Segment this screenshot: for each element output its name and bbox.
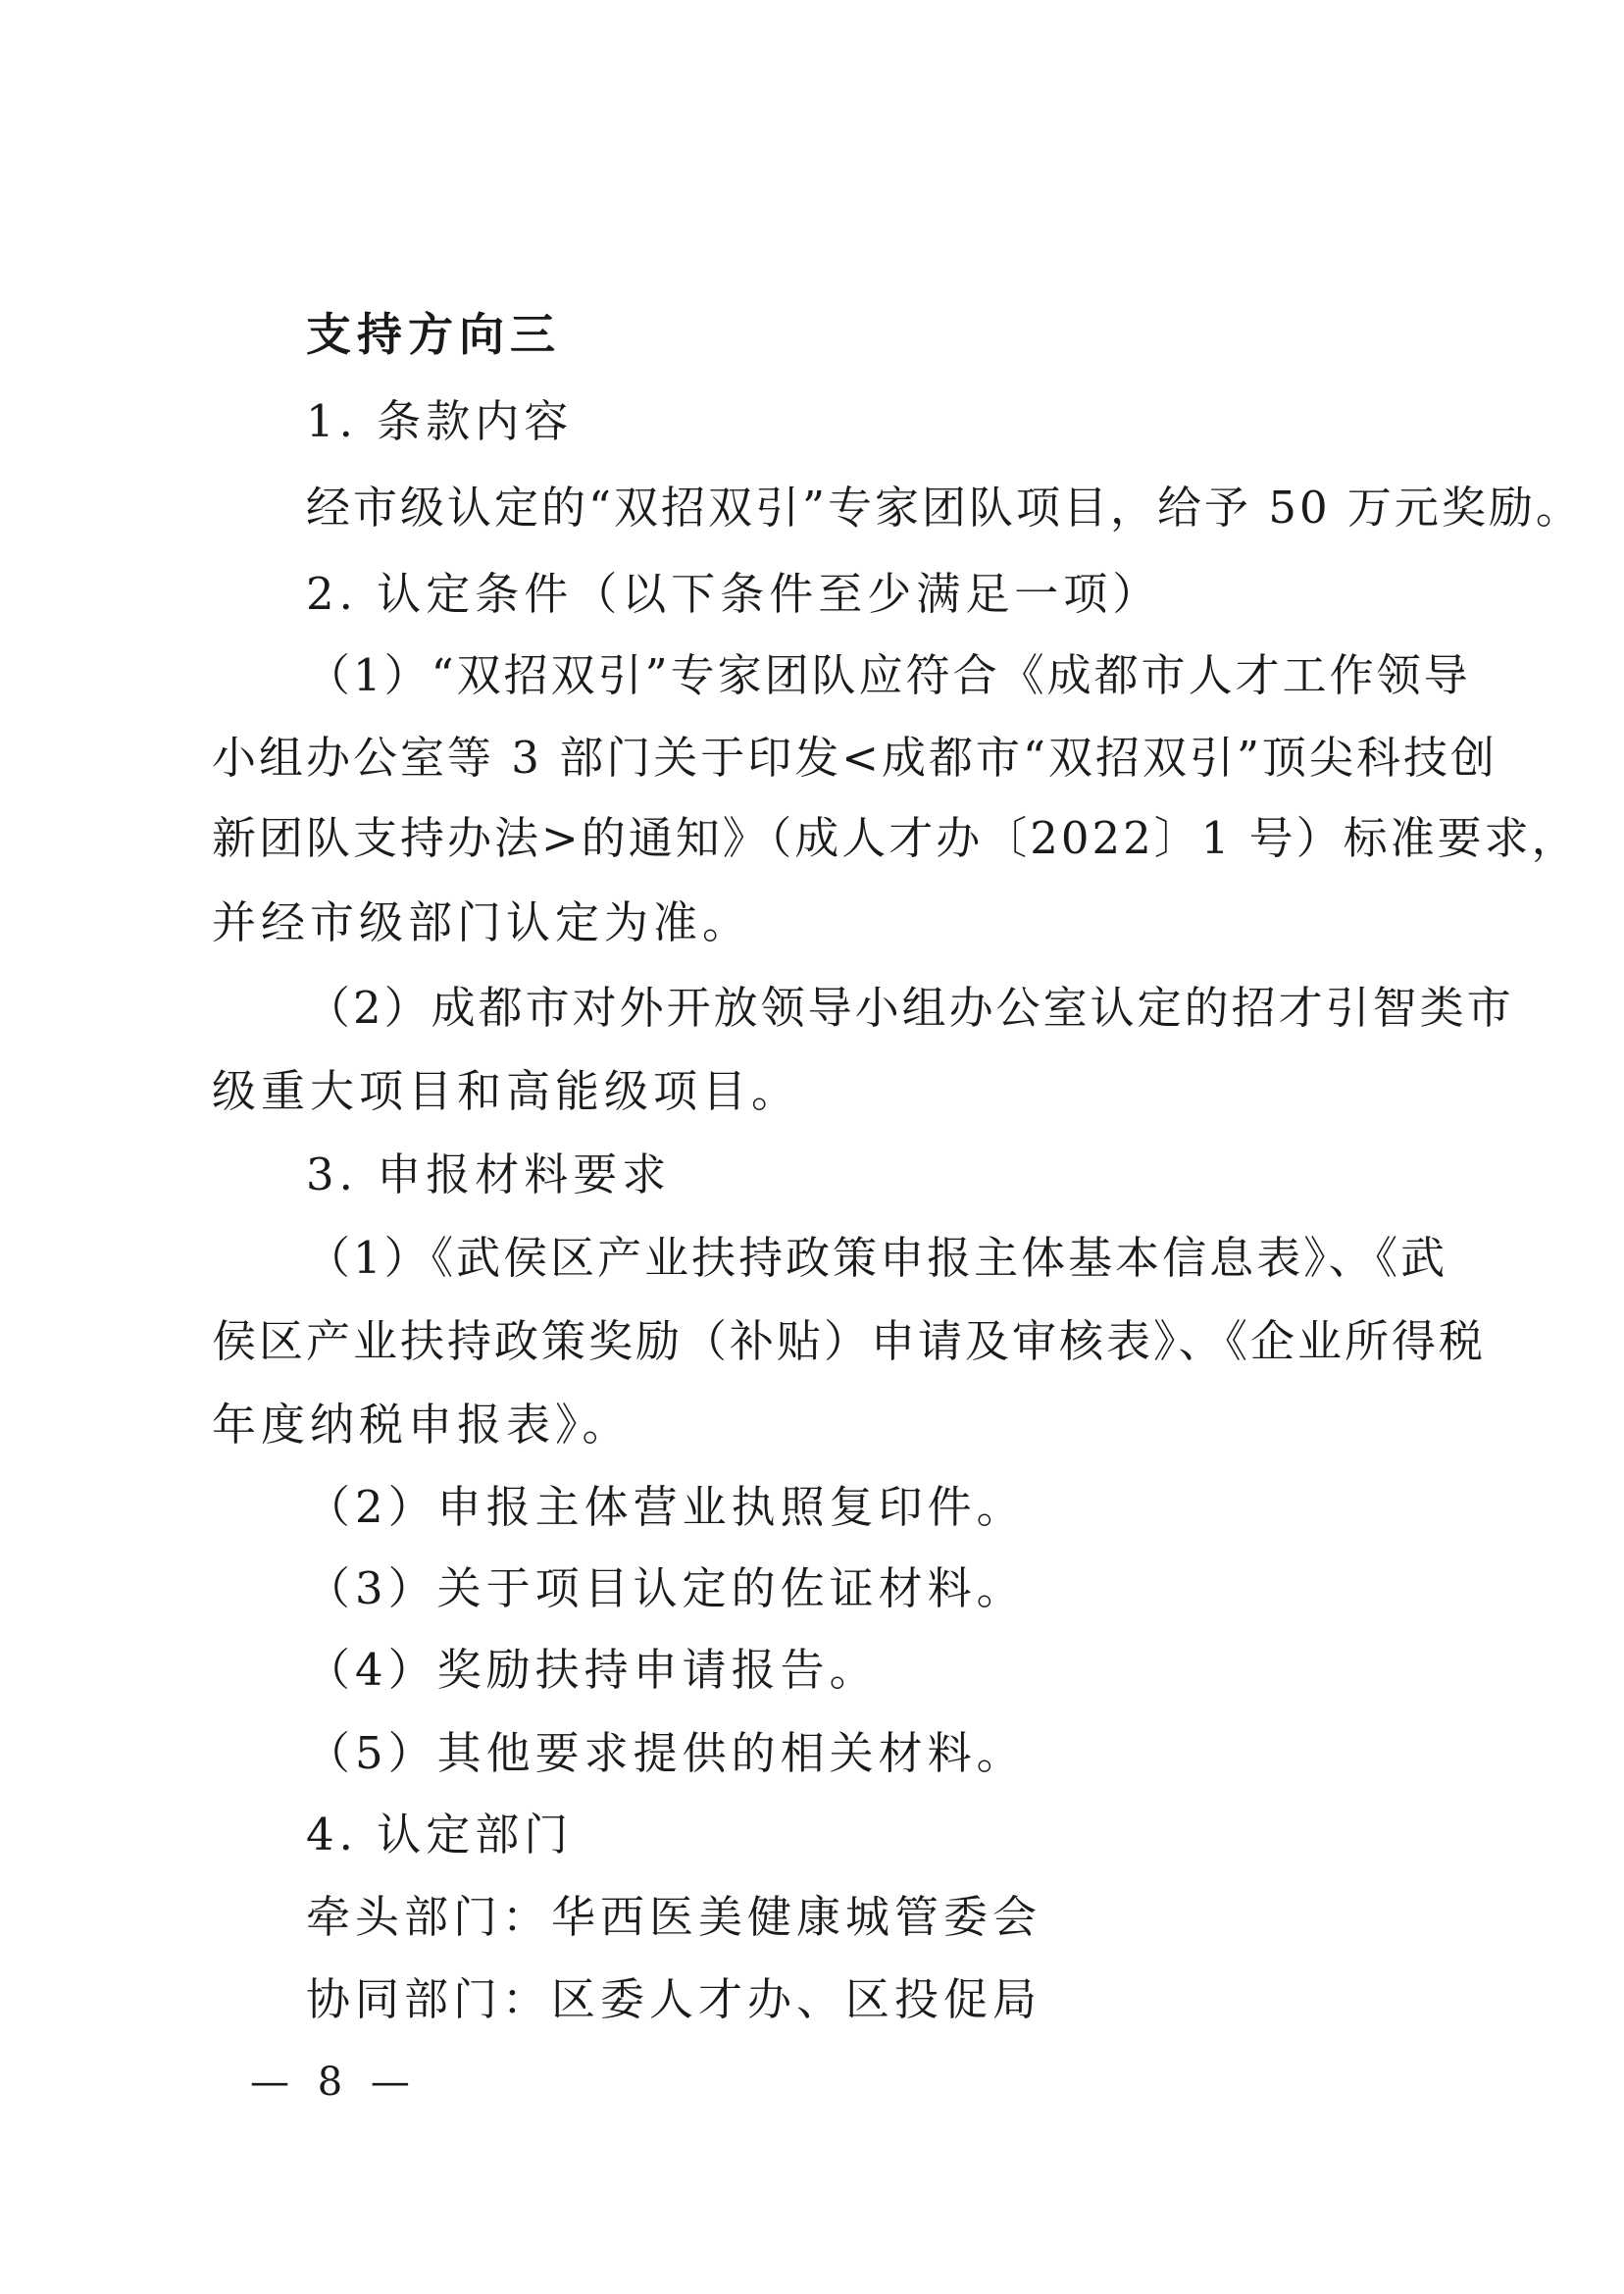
lead-department: 牵头部门：华西医美健康城管委会 <box>306 1891 1042 1943</box>
material3: （3）关于项目认定的佐证材料。 <box>306 1562 1026 1614</box>
material2: （2）申报主体营业执照复印件。 <box>306 1481 1026 1533</box>
page-number: — 8 — <box>250 2060 418 2105</box>
section1-title: 1. 条款内容 <box>306 395 574 447</box>
section1-body: 经市级认定的“双招双引”专家团队项目，给予 50 万元奖励。 <box>306 482 1583 534</box>
section4-title: 4. 认定部门 <box>306 1809 574 1861</box>
condition2-line2: 级重大项目和高能级项目。 <box>212 1065 801 1117</box>
material4: （4）奖励扶持申请报告。 <box>306 1644 879 1696</box>
section-heading: 支持方向三 <box>306 308 561 361</box>
material1-line2: 侯区产业扶持政策奖励（补贴）申请及审核表》、《企业所得税 <box>212 1315 1487 1367</box>
section3-title: 3. 申报材料要求 <box>306 1148 672 1200</box>
condition1-line3: 新团队支持办法>的通知》（成人才办〔2022〕1 号）标准要求， <box>212 812 1579 864</box>
material1-line3: 年度纳税申报表》。 <box>212 1399 632 1451</box>
condition1-line2: 小组办公室等 3 部门关于印发<成都市“双招双引”顶尖科技创 <box>212 732 1497 784</box>
material1-line1: （1）《武侯区产业扶持政策申报主体基本信息表》、《武 <box>306 1232 1448 1284</box>
condition1-line4: 并经市级部门认定为准。 <box>212 896 752 948</box>
material5: （5）其他要求提供的相关材料。 <box>306 1727 1026 1779</box>
section2-title: 2. 认定条件（以下条件至少满足一项） <box>306 568 1162 620</box>
condition1-line1: （1）“双招双引”专家团队应符合《成都市人才工作领导 <box>306 649 1471 701</box>
co-department: 协同部门：区委人才办、区投促局 <box>306 1973 1042 2025</box>
condition2-line1: （2）成都市对外开放领导小组办公室认定的招才引智类市 <box>306 982 1514 1034</box>
